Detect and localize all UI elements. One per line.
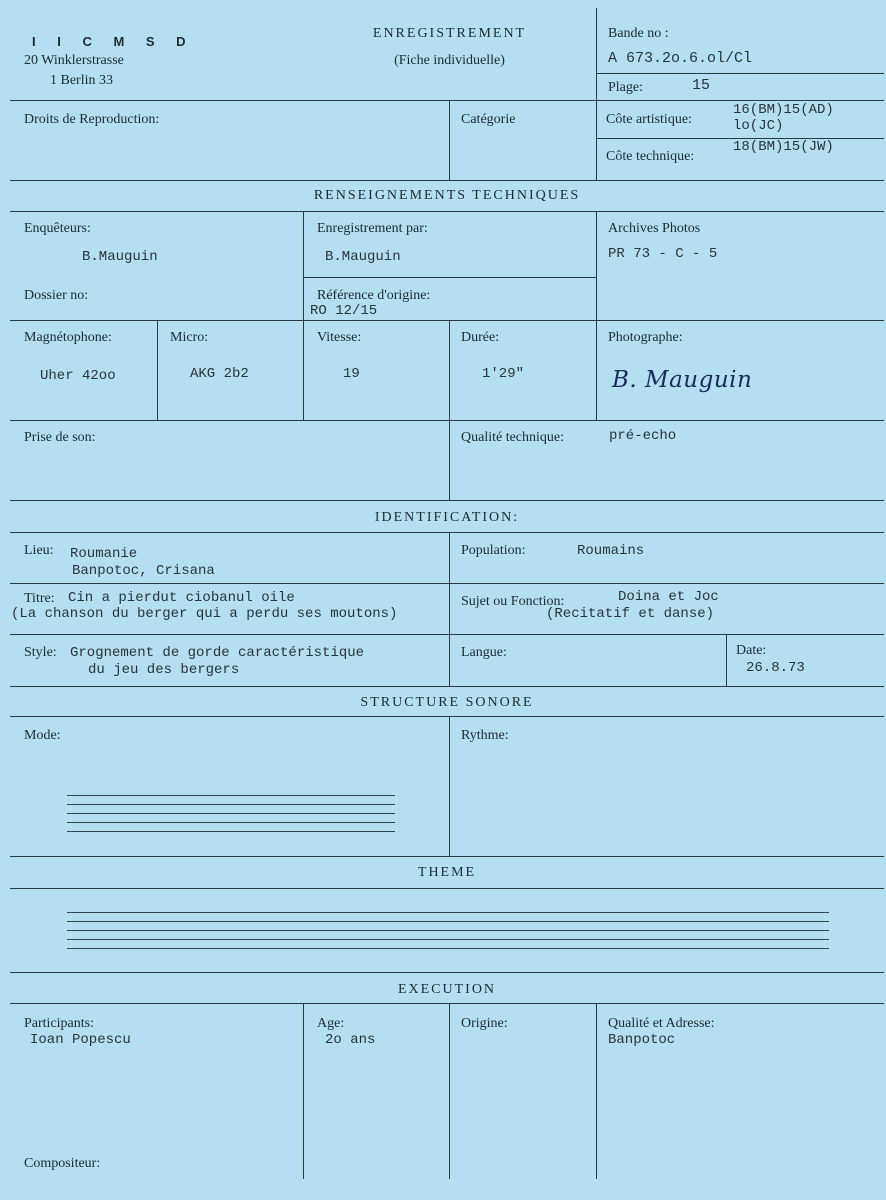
org-logo: I I C M S D (32, 34, 195, 49)
rule-structure-bottom (10, 856, 884, 857)
rule-categorie-left (449, 100, 450, 180)
structure-section-title: STRUCTURE SONORE (360, 695, 534, 710)
rule-technical-col4 (596, 211, 597, 420)
theme-staff-line (67, 921, 829, 922)
rule-execution-title-bottom (10, 1003, 884, 1004)
execution-section-title: EXECUTION (397, 982, 497, 997)
rule-header-bottom (10, 100, 884, 101)
enqueteurs-value: B.Mauguin (82, 249, 158, 265)
theme-staff-line (67, 948, 829, 949)
cote-artistique-label: Côte artistique: (606, 112, 692, 127)
duree-value: 1'29" (482, 366, 525, 382)
prise-de-son-label: Prise de son: (24, 430, 96, 445)
rule-dossier-bottom (10, 320, 884, 321)
reference-label: Référence d'origine: (317, 288, 431, 303)
magnetophone-value: Uher 42oo (40, 368, 116, 384)
categorie-label: Catégorie (461, 112, 516, 127)
enqueteurs-label: Enquêteurs: (24, 221, 91, 236)
vitesse-value: 19 (343, 366, 360, 382)
rule-prise-bottom (10, 500, 884, 501)
theme-staff-line (67, 930, 829, 931)
magnetophone-label: Magnétophone: (24, 330, 112, 345)
sujet-fonction-label: Sujet ou Fonction: (461, 594, 565, 609)
participants-value: Ioan Popescu (30, 1032, 131, 1048)
mode-staff-line (67, 795, 395, 796)
titre-line2: (La chanson du berger qui a perdu ses moutons) (11, 606, 398, 622)
droits-label: Droits de Reproduction: (24, 112, 160, 127)
theme-staff-line (67, 912, 829, 913)
rule-rights-bottom (10, 180, 884, 181)
form-subtitle: (Fiche individuelle) (394, 53, 505, 68)
micro-value: AKG 2b2 (190, 366, 249, 382)
rule-structure-split (449, 716, 450, 856)
rule-titre-bottom (10, 634, 884, 635)
population-label: Population: (461, 543, 526, 558)
theme-section-title: THEME (417, 865, 477, 880)
form-title: ENREGISTREMENT (372, 26, 527, 41)
vitesse-label: Vitesse: (317, 330, 362, 345)
lieu-label: Lieu: (24, 543, 54, 558)
org-street: 20 Winklerstrasse (24, 53, 124, 68)
participants-label: Participants: (24, 1016, 94, 1031)
enregistrement-par-label: Enregistrement par: (317, 221, 428, 236)
enregistrement-par-value: B.Mauguin (325, 249, 401, 265)
bande-label: Bande no : (608, 26, 669, 41)
rule-lieu-bottom (10, 583, 884, 584)
bande-value: A 673.2o.6.ol/Cl (608, 50, 753, 67)
dossier-label: Dossier no: (24, 288, 89, 303)
cote-artistique-line1: 16(BM)15(AD) (733, 102, 834, 118)
qualite-adresse-label: Qualité et Adresse: (608, 1016, 715, 1031)
rule-technical-col2 (303, 211, 304, 420)
age-value: 2o ans (325, 1032, 376, 1048)
rule-bande-plage (596, 73, 884, 74)
mode-staff-line (67, 822, 395, 823)
rule-theme-title-bottom (10, 888, 884, 889)
technical-section-title: RENSEIGNEMENTS TECHNIQUES (313, 188, 581, 203)
style-label: Style: (24, 645, 57, 660)
org-city: 1 Berlin 33 (50, 73, 113, 88)
rule-equipment-bottom (10, 420, 884, 421)
mode-label: Mode: (24, 728, 61, 743)
style-line2: du jeu des bergers (88, 662, 240, 678)
style-line1: Grognement de gorde caractéristique (70, 645, 365, 661)
rule-execution-col4 (596, 1003, 597, 1179)
titre-label: Titre: (24, 591, 55, 606)
theme-staff-line (67, 939, 829, 940)
plage-label: Plage: (608, 80, 643, 95)
plage-value: 15 (692, 77, 711, 94)
rule-execution-col2 (303, 1003, 304, 1179)
qualite-adresse-value: Banpotoc (608, 1032, 676, 1048)
lieu-line1: Roumanie (70, 546, 138, 562)
date-label: Date: (736, 643, 767, 658)
sujet-fonction-line2: (Recitatif et danse) (546, 606, 715, 622)
photographe-signature: B. Mauguin (612, 367, 753, 393)
rule-prise-split (449, 420, 450, 500)
micro-label: Micro: (170, 330, 209, 345)
titre-line1: Cin a pierdut ciobanul oile (68, 590, 295, 606)
rule-execution-col3 (449, 1003, 450, 1179)
population-value: Roumains (577, 543, 645, 559)
compositeur-label: Compositeur: (24, 1156, 101, 1171)
origine-label: Origine: (461, 1016, 508, 1031)
mode-staff-line (67, 831, 395, 832)
rule-enquete-reference (303, 277, 596, 278)
mode-staff-line (67, 813, 395, 814)
rule-identification-split (449, 532, 450, 686)
identification-section-title: IDENTIFICATION: (374, 510, 520, 525)
lieu-line2: Banpotoc, Crisana (72, 563, 215, 579)
rule-header-right (596, 8, 597, 180)
mode-staff-line (67, 804, 395, 805)
qualite-technique-value: pré-echo (609, 428, 677, 444)
reference-value: RO 12/15 (310, 303, 378, 319)
rule-identification-title-bottom (10, 532, 884, 533)
archives-photos-label: Archives Photos (608, 221, 701, 236)
date-value: 26.8.73 (746, 660, 805, 676)
rule-date-left (726, 634, 727, 686)
cote-technique-value: 18(BM)15(JW) (733, 139, 834, 155)
rule-duree-left (449, 320, 450, 420)
age-label: Age: (317, 1016, 345, 1031)
qualite-technique-label: Qualité technique: (461, 430, 565, 445)
cote-artistique-line2: lo(JC) (733, 118, 784, 134)
rule-micro-left (157, 320, 158, 420)
rule-technical-title-bottom (10, 211, 884, 212)
rule-style-bottom (10, 686, 884, 687)
archives-photos-value: PR 73 - C - 5 (608, 246, 718, 262)
sujet-fonction-line1: Doina et Joc (618, 589, 719, 605)
rule-theme-bottom (10, 972, 884, 973)
cote-technique-label: Côte technique: (606, 149, 695, 164)
duree-label: Durée: (461, 330, 500, 345)
langue-label: Langue: (461, 645, 507, 660)
rythme-label: Rythme: (461, 728, 509, 743)
photographe-label: Photographe: (608, 330, 683, 345)
rule-structure-title-bottom (10, 716, 884, 717)
